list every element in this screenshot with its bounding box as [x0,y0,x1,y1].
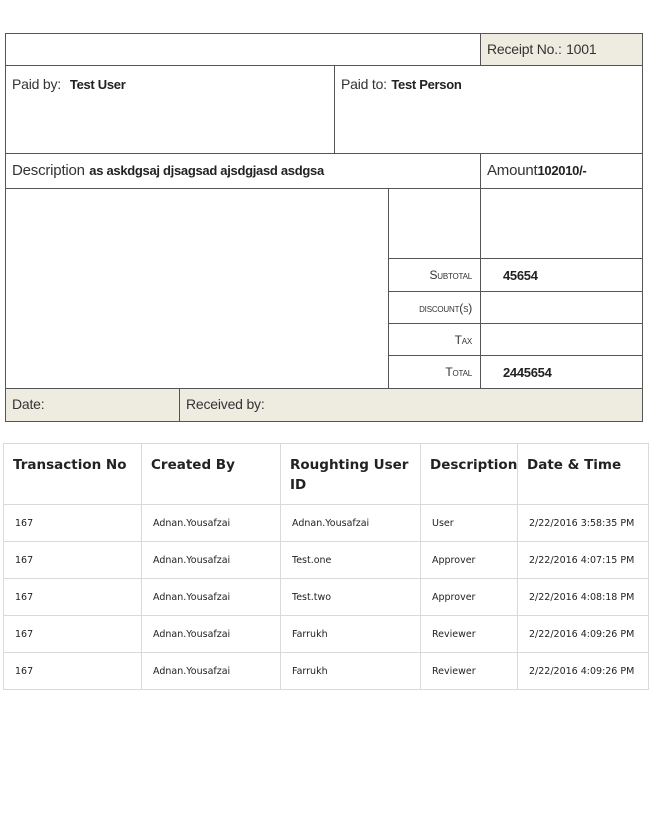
cell-date-time: 2/22/2016 4:09:26 PM [518,653,649,690]
cell-description: Reviewer [421,653,518,690]
received-by-label: Received by: [186,396,265,412]
tax-value [481,324,643,356]
cell-date-time: 2/22/2016 4:08:18 PM [518,579,649,616]
discount-value [481,292,643,324]
cell-roughting-user-id: Farrukh [281,653,421,690]
cell-roughting-user-id: Adnan.Yousafzai [281,505,421,542]
cell-description: User [421,505,518,542]
cell-roughting-user-id: Farrukh [281,616,421,653]
amount-cell [481,154,643,189]
table-row [4,616,649,653]
cell-transaction-no: 167 [4,542,142,579]
cell-transaction-no: 167 [4,616,142,653]
receipt-table [5,33,643,422]
cell-description: Reviewer [421,616,518,653]
paid-by-value: Test User [69,77,126,92]
cell-date-time: 2/22/2016 3:58:35 PM [518,505,649,542]
table-row [4,542,649,579]
receipt [5,33,642,422]
cell-description: Approver [421,579,518,616]
transactions-header-row [4,444,649,505]
paid-to-cell [335,66,643,154]
header-description: Description [421,444,518,505]
table-row [4,505,649,542]
body-blank-mid [389,189,481,259]
table-row [4,579,649,616]
cell-transaction-no: 167 [4,653,142,690]
tax-label: Tax [389,324,481,356]
total-label: Total [389,356,481,389]
cell-date-time: 2/22/2016 4:07:15 PM [518,542,649,579]
cell-description: Approver [421,542,518,579]
cell-created-by: Adnan.Yousafzai [142,616,281,653]
date-cell [6,389,180,422]
paid-to-label: Paid to: [341,76,387,92]
paid-by-cell [6,66,335,154]
receipt-number: 1001 [566,40,597,57]
discount-label: discount(s) [389,292,481,324]
date-label: Date: [12,396,45,412]
transactions-table [3,443,649,690]
cell-roughting-user-id: Test.one [281,542,421,579]
paid-by-label: Paid by: [12,76,61,92]
body-blank-right [481,189,643,259]
description-cell [6,154,481,189]
receipt-header-blank [6,34,481,66]
subtotal-label: Subtotal [389,259,481,292]
cell-roughting-user-id: Test.two [281,579,421,616]
total-value: 2445654 [481,356,643,389]
cell-transaction-no: 167 [4,505,142,542]
receipt-number-cell [481,34,643,66]
cell-transaction-no: 167 [4,579,142,616]
header-created-by: Created By [142,444,281,505]
table-row [4,653,649,690]
receipt-number-label: Receipt No.: [487,40,562,57]
amount-label: Amount [487,162,538,179]
transactions [3,443,648,690]
header-roughting-user-id: Roughting User ID [281,444,421,505]
amount-value: 102010/- [537,163,587,178]
paid-to-value: Test Person [391,77,462,92]
cell-created-by: Adnan.Yousafzai [142,653,281,690]
header-transaction-no: Transaction No [4,444,142,505]
description-value: as askdgsaj djsagsad ajsdgjasd asdgsa [89,163,324,178]
description-body [6,189,389,389]
header-date-time: Date & Time [518,444,649,505]
description-label: Description [12,162,85,179]
cell-created-by: Adnan.Yousafzai [142,579,281,616]
cell-created-by: Adnan.Yousafzai [142,505,281,542]
cell-created-by: Adnan.Yousafzai [142,542,281,579]
subtotal-value: 45654 [481,259,643,292]
received-by-cell [180,389,643,422]
cell-date-time: 2/22/2016 4:09:26 PM [518,616,649,653]
